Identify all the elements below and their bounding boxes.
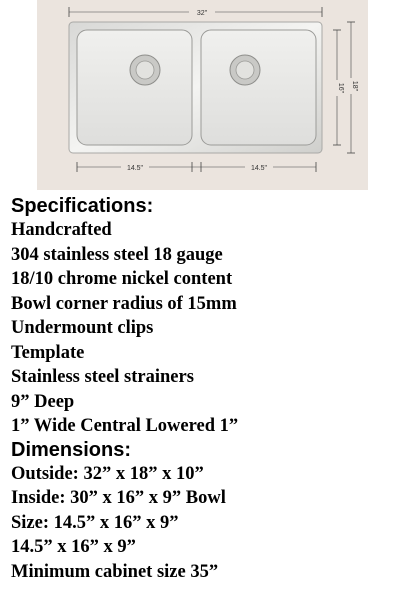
left-bowl-width-label: 14.5" [126,165,144,172]
spec-item: Bowl corner radius of 15mm [11,293,237,314]
right-drain-icon [230,55,260,85]
specifications-heading: Specifications: [11,195,154,217]
spec-item: Handcrafted [11,220,112,240]
width-label: 32" [196,10,208,17]
dimension-item: Inside: 30” x 16” x 9” Bowl [11,488,226,508]
spec-item: 18/10 chrome nickel content [11,269,233,289]
height-dimension [333,22,358,153]
right-bowl [201,30,316,145]
spec-item: Undermount clips [11,318,154,338]
right-bowl-width-label: 14.5" [250,165,268,172]
spec-item: 1” Wide Central Lowered 1” [11,416,239,436]
height-label-18: 18" [351,80,358,92]
dimension-item: 14.5” x 16” x 9” [11,537,136,557]
spec-item: 304 stainless steel 18 gauge [11,244,223,265]
height-label-16: 16" [337,82,344,94]
left-drain-icon [130,55,160,85]
dimension-item: Outside: 32” x 18” x 10” [11,463,204,484]
sink-diagram [37,0,368,190]
sink-product-image [37,0,368,190]
bowl-width-dimensions [77,161,316,172]
dimensions-heading: Dimensions: [11,438,132,461]
left-bowl [77,30,192,145]
dimension-item: Minimum cabinet size 35” [11,561,219,582]
product-specifications [11,195,396,584]
spec-item: Template [11,342,85,363]
dimension-item: Size: 14.5” x 16” x 9” [11,512,179,533]
spec-item: Stainless steel strainers [11,367,194,387]
spec-item: 9” Deep [11,391,75,412]
width-dimension [69,6,322,17]
